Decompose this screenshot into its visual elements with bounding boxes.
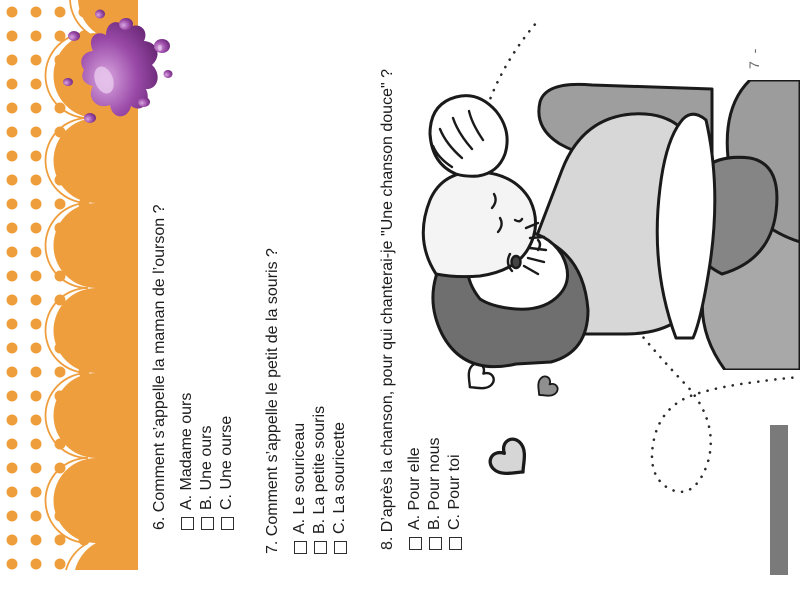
question-6-option-a — [177, 205, 197, 531]
question-7-option-a — [290, 248, 310, 554]
hug-illustration — [420, 80, 800, 370]
question-6-option-b — [197, 205, 217, 531]
option-label: A. Pour elle — [406, 447, 423, 530]
question-8-option-c — [445, 69, 465, 550]
heart-icon — [486, 435, 536, 485]
answer-checkbox[interactable] — [181, 517, 194, 530]
page-number: 7 - — [746, 46, 762, 69]
option-label: B. La petite souris — [311, 405, 328, 534]
answer-checkbox[interactable] — [409, 537, 422, 550]
question-8-option-b — [425, 69, 445, 550]
question-8-option-a — [405, 69, 425, 550]
question-7 — [263, 248, 350, 554]
question-6-title: 6. Comment s’appelle la maman de l’ourson ? — [151, 204, 168, 530]
question-7-option-c — [330, 248, 350, 554]
question-8 — [378, 69, 465, 550]
answer-checkbox[interactable] — [314, 541, 327, 554]
answer-checkbox[interactable] — [334, 541, 347, 554]
answer-checkbox[interactable] — [429, 537, 442, 550]
option-label: B. Une ours — [198, 425, 215, 510]
question-6-option-c — [217, 205, 237, 531]
option-label: C. Pour toi — [446, 454, 463, 530]
option-label: A. Le souriceau — [291, 422, 308, 534]
heart-icon — [532, 374, 560, 402]
option-label: A. Madame ours — [178, 392, 195, 510]
option-label: B. Pour nous — [426, 437, 443, 530]
question-6 — [150, 205, 237, 531]
answer-checkbox[interactable] — [449, 537, 462, 550]
answer-checkbox[interactable] — [294, 541, 307, 554]
answer-checkbox[interactable] — [201, 517, 214, 530]
option-label: C. Une ourse — [218, 415, 235, 510]
option-label: C. La souricette — [331, 421, 348, 534]
footer-bar — [770, 425, 788, 575]
question-7-title: 7. Comment s’appelle le petit de la souris ? — [264, 248, 281, 554]
question-8-title: 8. D’après la chanson, pour qui chanterai-je "Une chanson douce" ? — [379, 69, 396, 550]
answer-checkbox[interactable] — [221, 517, 234, 530]
question-7-option-b — [310, 248, 330, 554]
